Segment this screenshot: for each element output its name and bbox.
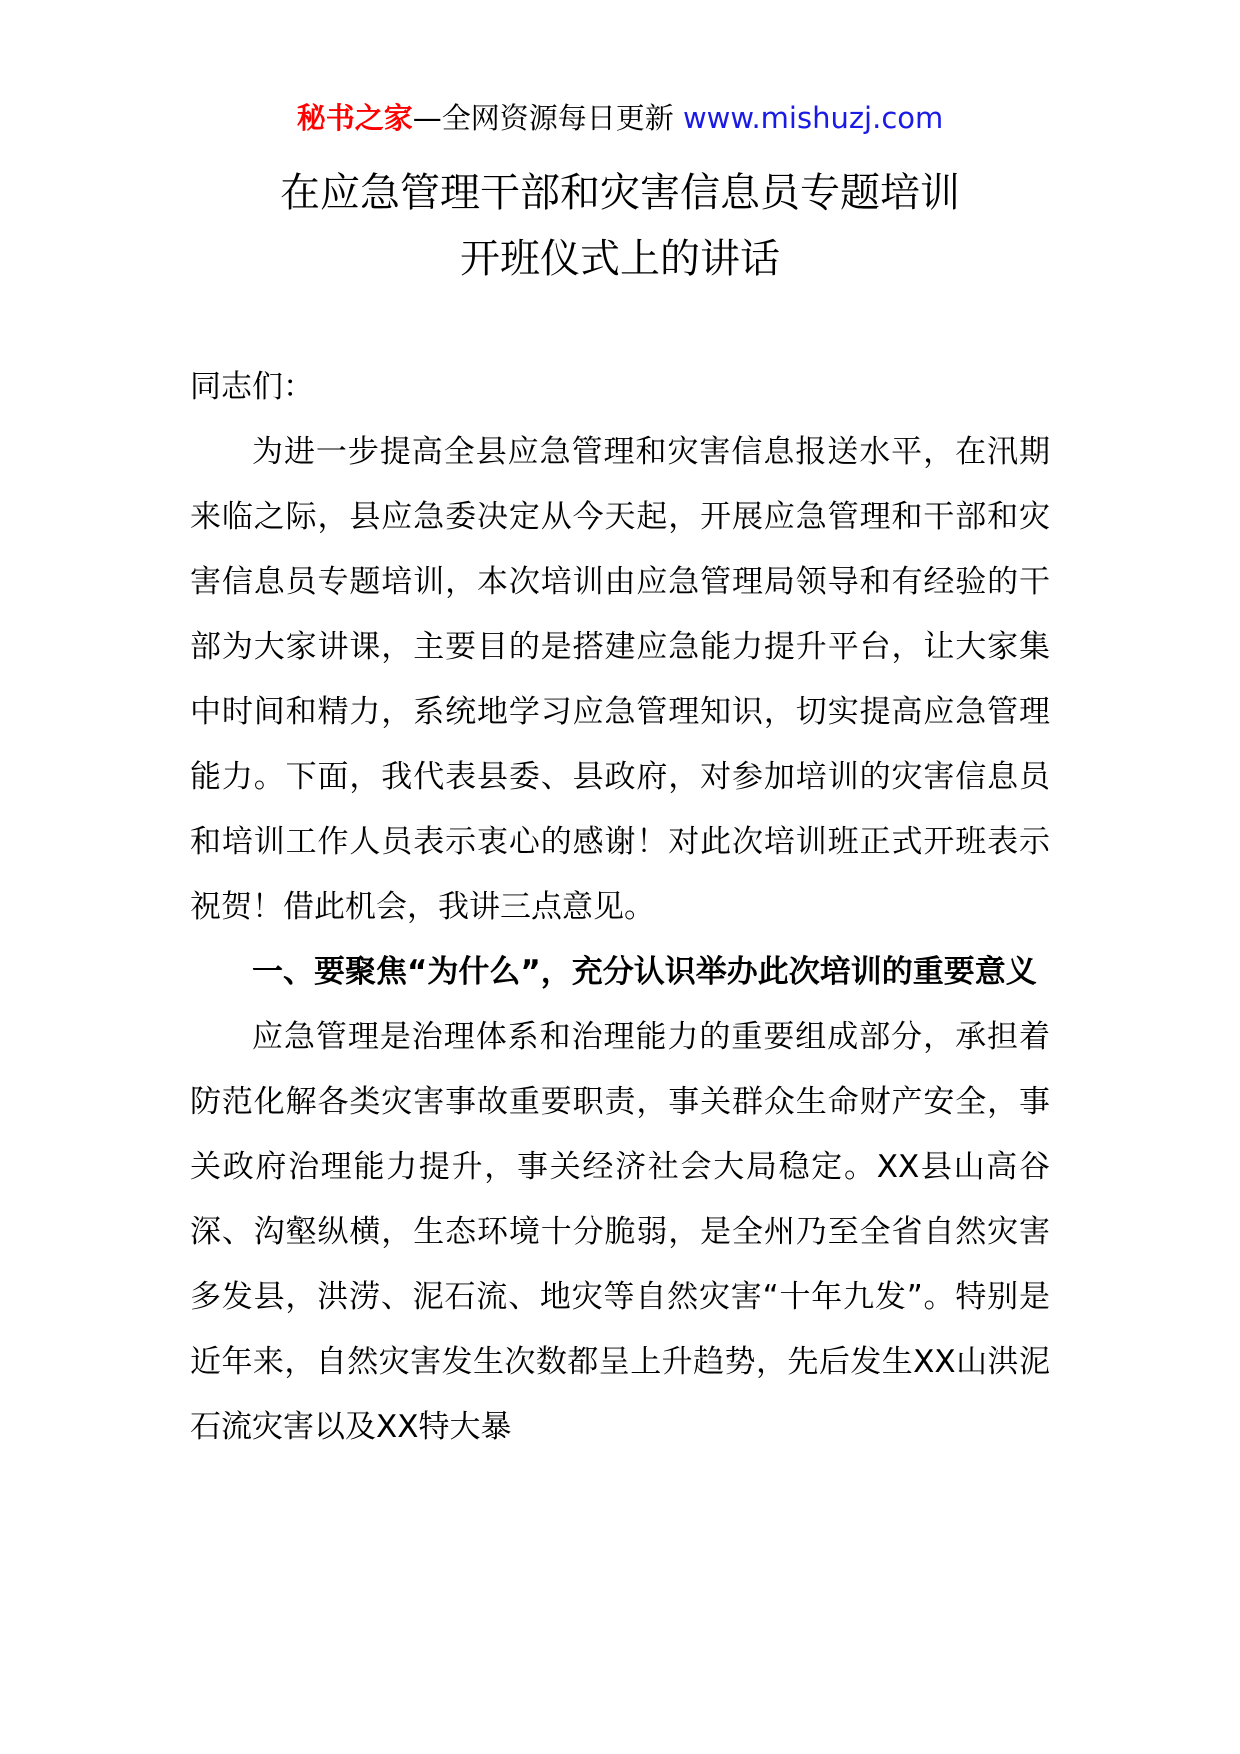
document-title-line-2: 开班仪式上的讲话 [460,236,780,282]
site-tagline: —全网资源每日更新 [412,101,683,135]
site-header [0,98,1240,138]
document-body [190,355,1050,1460]
document-title-line-1: 在应急管理干部和灾害信息员专题培训 [280,170,960,216]
site-url[interactable]: www.mishuzj.com [682,101,944,135]
brand-name: 秘书之家 [296,101,413,135]
salutation: 同志们： [190,369,314,405]
paragraph-section-1: 应急管理是治理体系和治理能力的重要组成部分，承担着防范化解各类灾害事故重要职责，事关群众生命财产安全，事关政府治理能力提升，事关经济社会大局稳定。XX县山高谷深、沟壑纵横，生态环境十分脆弱，是全州乃至全省自然灾害多发县，洪涝、泥石流、地灾等自然灾害“十年九发”。特别是近年来，自然灾害发生次数都呈上升趋势，先后发生XX山洪泥石流灾害以及XX特大暴 [190,1019,1050,1445]
paragraph-intro: 为进一步提高全县应急管理和灾害信息报送水平，在汛期来临之际，县应急委决定从今天起，开展应急管理和干部和灾害信息员专题培训，本次培训由应急管理局领导和有经验的干部为大家讲课，主要目的是搭建应急能力提升平台，让大家集中时间和精力，系统地学习应急管理知识，切实提高应急管理能力。下面，我代表县委、县政府，对参加培训的灾害信息员和培训工作人员表示衷心的感谢！对此次培训班正式开班表示祝贺！借此机会，我讲三点意见。 [190,434,1050,925]
section-heading-1: 一、要聚焦“为什么”，充分认识举办此次培训的重要意义 [252,954,1037,990]
